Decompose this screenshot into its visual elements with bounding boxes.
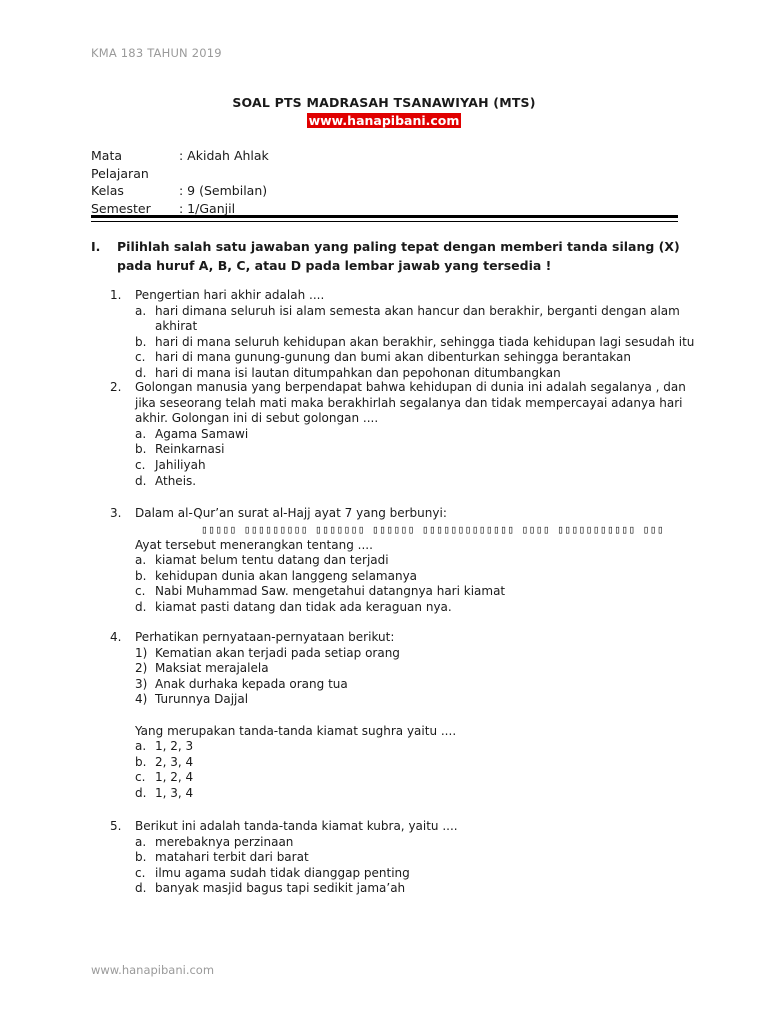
option-letter: b. (135, 568, 147, 583)
question-number: 5. (110, 819, 122, 833)
question-head (110, 630, 700, 646)
question-options (110, 522, 700, 616)
option-b (135, 442, 700, 458)
spacer (135, 708, 700, 724)
question-lead: Yang merupakan tanda-tanda kiamat sughra yaitu .... (135, 723, 457, 738)
option-text: kehidupan dunia akan langgeng selamanya (155, 568, 418, 583)
option-d (135, 600, 700, 616)
option-b (135, 755, 700, 771)
option-c (135, 584, 700, 600)
option-letter: d. (135, 473, 147, 488)
question-5 (110, 819, 700, 897)
title-block (0, 95, 768, 129)
option-text: banyak masjid bagus tapi sedikit jama’ah (155, 881, 406, 896)
option-text: hari di mana isi lautan ditumpahkan dan pepohonan ditumbangkan (155, 365, 561, 380)
arabic-verse: ▯▯▯▯▯ ▯▯▯▯▯▯▯▯▯ ▯▯▯▯▯▯▯ ▯▯▯▯▯▯ ▯▯▯▯▯▯▯▯▯▯▯▯▯ ▯▯▯▯ ▯▯▯▯▯▯▯▯▯▯▯ ▯▯▯ (201, 522, 664, 536)
site-badge: www.hanapibani.com (308, 113, 460, 128)
option-b (135, 850, 700, 866)
statement-number: 1) (135, 645, 148, 660)
option-letter: a. (135, 303, 147, 318)
exam-meta (91, 147, 269, 217)
section-number: I. (91, 239, 101, 254)
option-text: hari di mana gunung-gunung dan bumi akan dibenturkan sehingga berantakan (155, 350, 631, 365)
meta-label: Semester (91, 200, 151, 216)
question-head (110, 819, 700, 835)
option-letter: c. (135, 770, 146, 785)
option-letter: c. (135, 865, 146, 880)
option-c (135, 770, 700, 786)
question-4 (110, 630, 700, 802)
question-options (110, 304, 700, 382)
option-d (135, 881, 700, 897)
option-letter: a. (135, 426, 147, 441)
option-letter: b. (135, 850, 147, 865)
option-text: Atheis. (155, 473, 197, 488)
option-a (135, 835, 700, 851)
section-instruction (91, 237, 691, 275)
question-lead: Ayat tersebut menerangkan tentang .... (135, 537, 373, 552)
question-number: 4. (110, 630, 122, 644)
option-text: Reinkarnasi (155, 442, 225, 457)
question-text: Pengertian hari akhir adalah .... (135, 288, 325, 302)
statement-4 (135, 692, 700, 708)
option-text: 1, 2, 4 (155, 770, 194, 785)
option-letter: a. (135, 553, 147, 568)
option-c (135, 350, 700, 366)
question-text: Dalam al-Qur’an surat al-Hajj ayat 7 yang berbunyi: (135, 506, 447, 520)
option-letter: c. (135, 584, 146, 599)
statement-text: Anak durhaka kepada orang tua (155, 676, 348, 691)
statement-number: 2) (135, 661, 148, 676)
meta-label: Kelas (91, 183, 124, 198)
option-text: 2, 3, 4 (155, 754, 194, 769)
question-head (110, 288, 700, 304)
option-letter: b. (135, 754, 147, 769)
question-number: 1. (110, 288, 122, 302)
meta-row-class (91, 182, 269, 200)
option-text: 1, 3, 4 (155, 785, 194, 800)
option-letter: a. (135, 834, 147, 849)
question-options (110, 835, 700, 897)
option-text: hari dimana seluruh isi alam semesta akan hancur dan berakhir, berganti dengan alam akhirat (155, 303, 680, 334)
option-text: hari di mana seluruh kehidupan akan berakhir, sehingga tiada kehidupan lagi sesudah itu (155, 334, 695, 349)
option-d (135, 786, 700, 802)
option-d (135, 474, 700, 490)
option-text: merebaknya perzinaan (155, 834, 294, 849)
option-letter: b. (135, 442, 147, 457)
option-letter: d. (135, 785, 147, 800)
question-2 (110, 380, 700, 489)
option-b (135, 569, 700, 585)
question-text: Perhatikan pernyataan-pernyataan berikut: (135, 630, 395, 644)
option-text: Agama Samawi (155, 426, 249, 441)
question-options (110, 427, 700, 489)
document-title: SOAL PTS MADRASAH TSANAWIYAH (MTS) (232, 95, 536, 110)
option-letter: d. (135, 881, 147, 896)
option-text: 1, 2, 3 (155, 739, 194, 754)
statement-3 (135, 677, 700, 693)
option-letter: c. (135, 350, 146, 365)
statement-number: 4) (135, 692, 148, 707)
option-a (135, 427, 700, 443)
meta-row-subject (91, 147, 269, 182)
statement-1 (135, 646, 700, 662)
divider-thin (91, 221, 678, 222)
option-text: kiamat belum tentu datang dan terjadi (155, 553, 389, 568)
meta-value: : 1/Ganjil (179, 200, 236, 216)
meta-value: : Akidah Ahlak (179, 148, 269, 163)
option-letter: d. (135, 599, 147, 614)
statement-number: 3) (135, 676, 148, 691)
meta-value: : 9 (Sembilan) (179, 183, 268, 198)
question-number: 2. (110, 380, 122, 394)
option-b (135, 335, 700, 351)
statement-text: Turunnya Dajjal (155, 692, 249, 707)
footer-url: www.hanapibani.com (91, 963, 215, 977)
option-a (135, 304, 700, 335)
statement-text: Kematian akan terjadi pada setiap orang (155, 645, 400, 660)
option-c (135, 458, 700, 474)
statement-text: Maksiat merajalela (155, 661, 269, 676)
question-head (110, 506, 700, 522)
option-text: ilmu agama sudah tidak dianggap penting (155, 865, 410, 880)
option-text: kiamat pasti datang dan tidak ada keraguan nya. (155, 599, 452, 614)
question-number: 3. (110, 506, 122, 520)
statement-2 (135, 661, 700, 677)
option-letter: a. (135, 739, 147, 754)
question-1 (110, 288, 700, 382)
option-letter: d. (135, 365, 147, 380)
question-text: Golongan manusia yang berpendapat bahwa kehidupan di dunia ini adalah segalanya , dan jika seseorang telah mati maka berakhirlah segalanya dan tidak mempercayai adanya hari akhir. Golongan ini di sebut golongan .... (135, 380, 686, 426)
option-a (135, 553, 700, 569)
option-letter: b. (135, 334, 147, 349)
question-text: Berikut ini adalah tanda-tanda kiamat kubra, yaitu .... (135, 819, 458, 833)
question-3 (110, 506, 700, 616)
option-c (135, 866, 700, 882)
question-head (110, 380, 700, 427)
divider-thick (91, 215, 678, 218)
meta-label: Mata Pelajaran (91, 148, 149, 181)
instruction-text: Pilihlah salah satu jawaban yang paling tepat dengan memberi tanda silang (X) pada huruf A, B, C, atau D pada lembar jawab yang tersedia ! (117, 239, 680, 273)
option-a (135, 739, 700, 755)
option-text: matahari terbit dari barat (155, 850, 309, 865)
option-letter: c. (135, 457, 146, 472)
option-text: Nabi Muhammad Saw. mengetahui datangnya hari kiamat (155, 584, 506, 599)
question-options (110, 646, 700, 802)
option-text: Jahiliyah (155, 457, 206, 472)
header-note: KMA 183 TAHUN 2019 (91, 46, 222, 60)
